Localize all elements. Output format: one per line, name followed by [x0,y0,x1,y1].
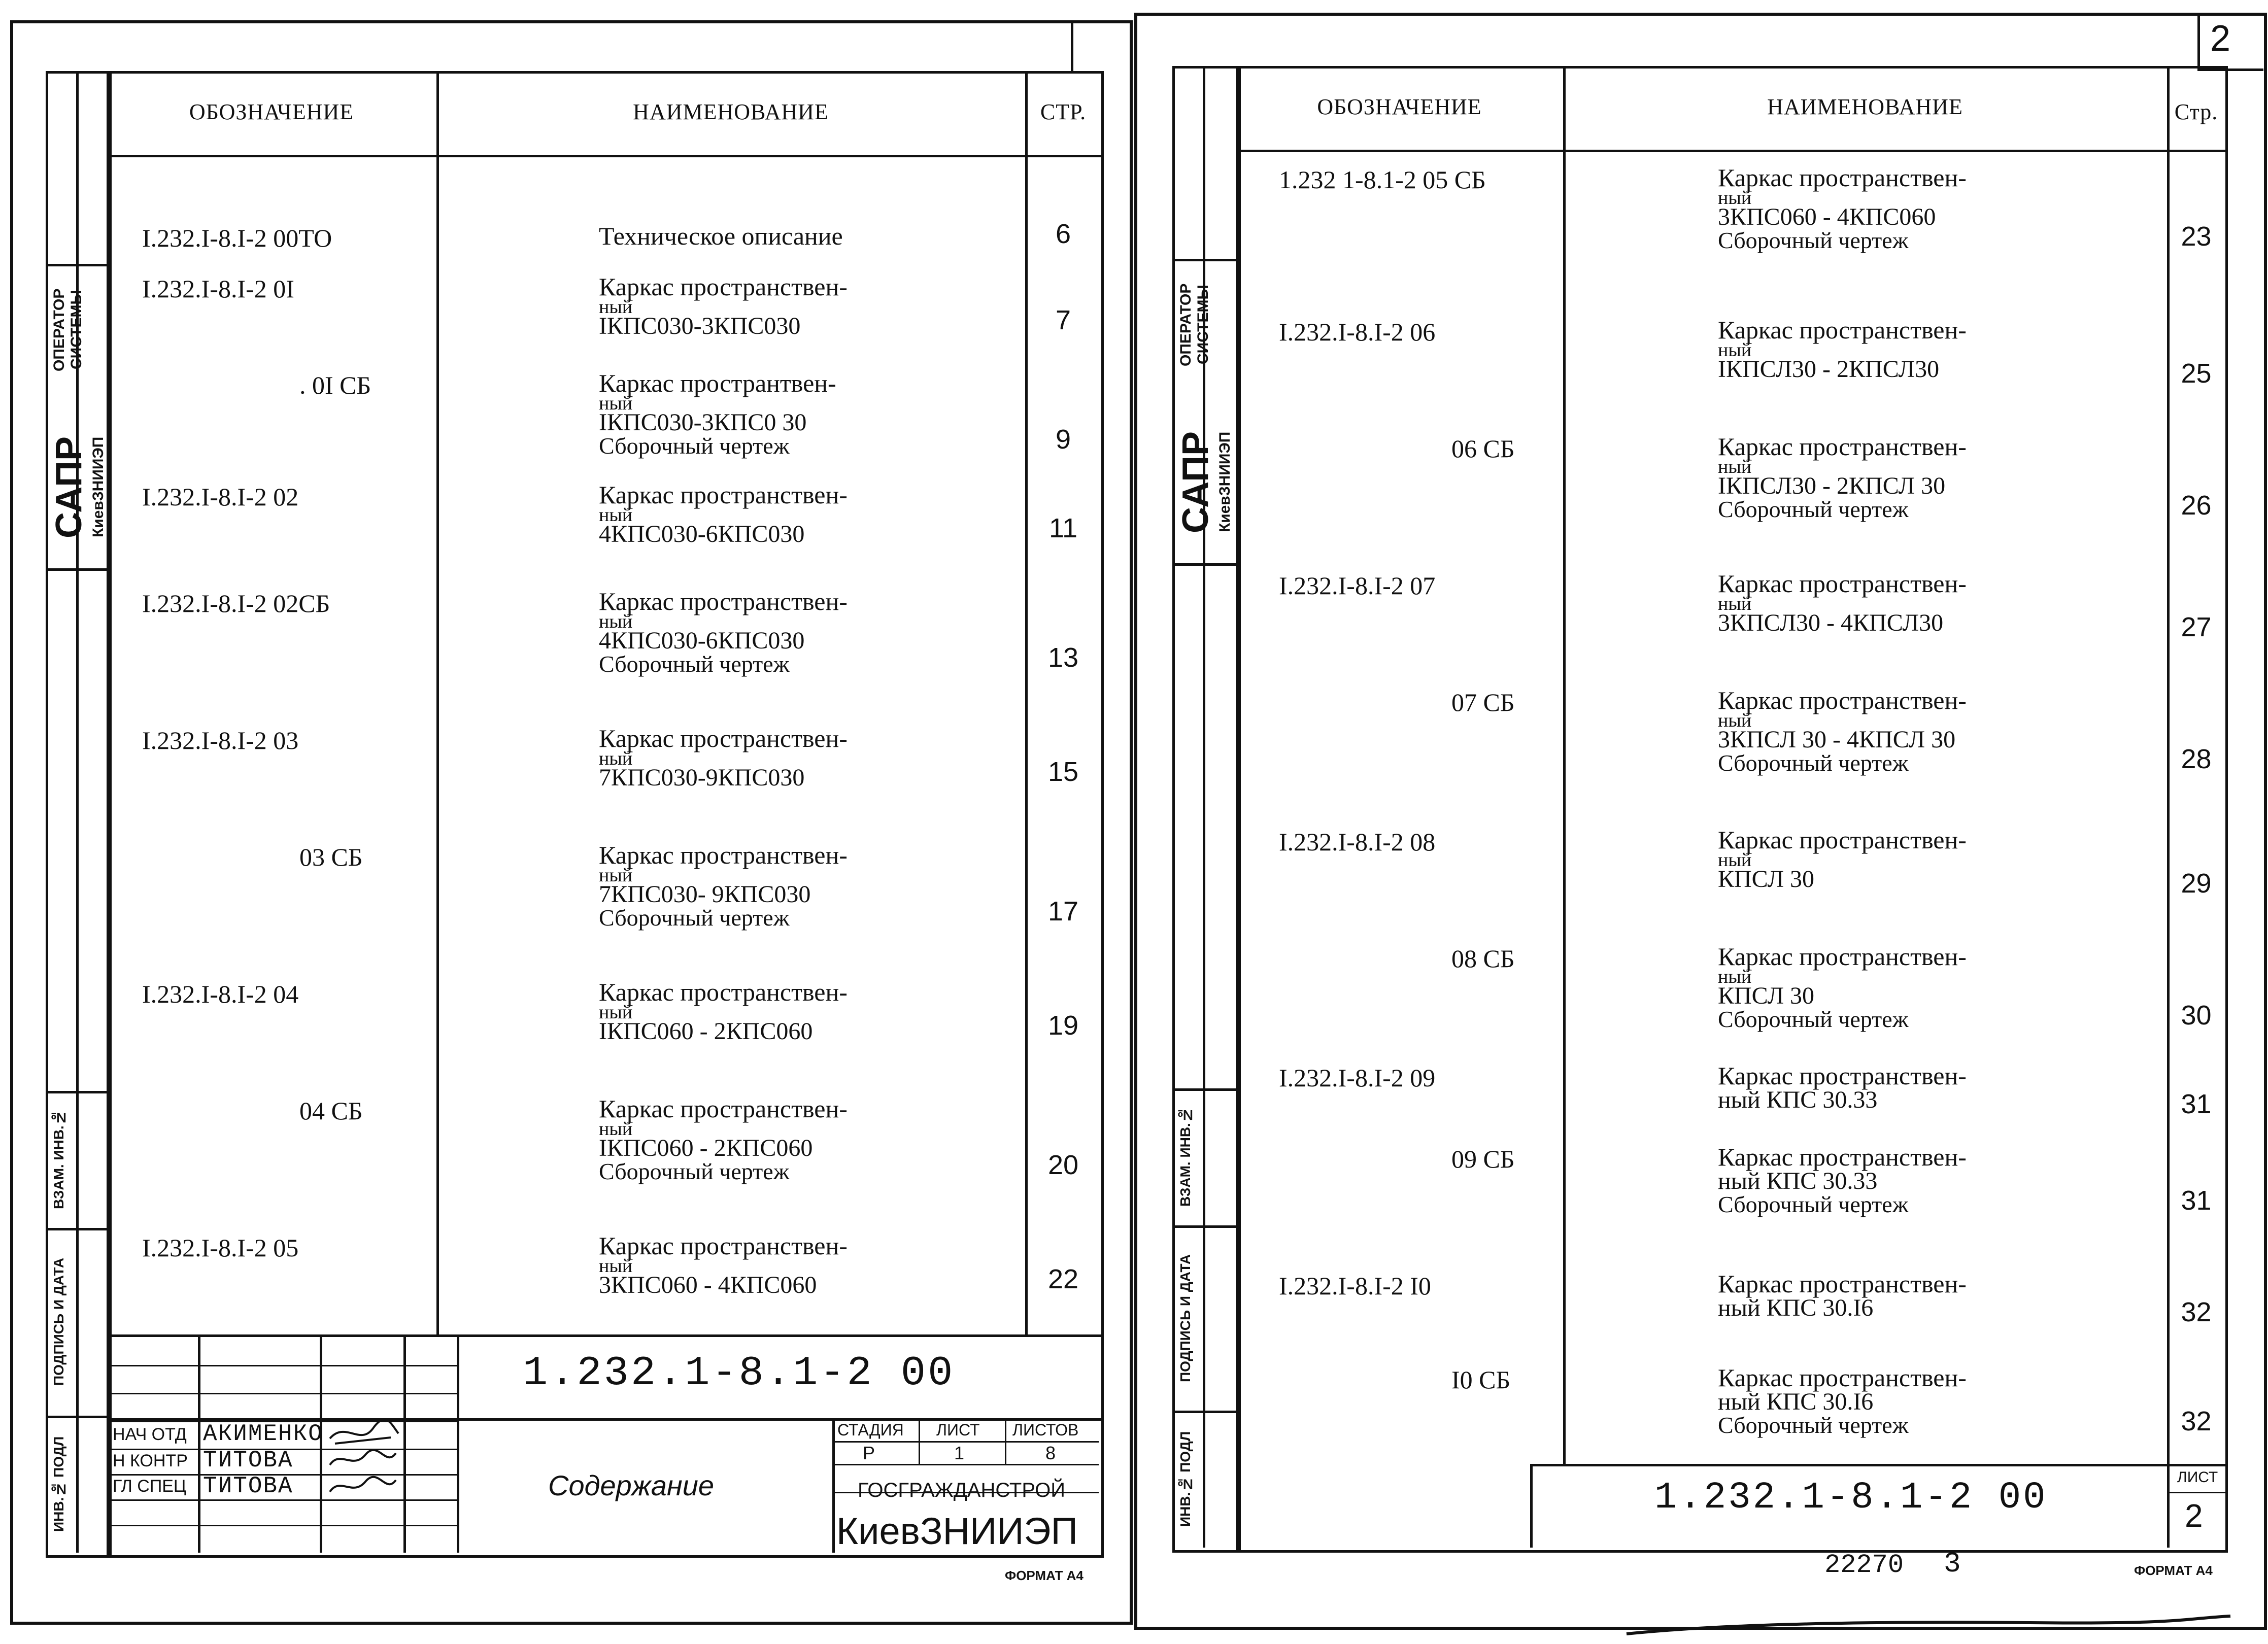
tb-role-2: ГЛ СПЕЦ [113,1477,187,1496]
right-sheet-value: 2 [2185,1497,2203,1534]
item-name-line: КПСЛ 30 [1718,982,1815,1009]
item-name-line: Каркас пространствен- [1718,163,1967,192]
designation-code: I.232.I-8.I-2 08 [1279,828,1436,856]
tb-name-0: АКИМЕНКО [203,1421,323,1447]
signature-titova-2 [325,1474,401,1499]
item-name-line: ный [1718,187,1752,209]
item-name-line: ный [599,865,633,886]
tb-role-0: НАЧ ОТД [113,1425,187,1444]
designation-code: I.232.I-8.I-2 00ТО [142,224,332,252]
item-name-line: Каркас пространствен- [1718,1270,1967,1298]
item-name [599,1096,1015,1183]
page-number: 23 [2181,221,2212,252]
right-side-label-original: ИНВ.№ ПОДЛ [1177,1431,1193,1527]
item-name-line: КПСЛ 30 [1718,866,1815,893]
tb-role-1: Н КОНТР [113,1451,188,1470]
designation-code: 08 СБ [1451,944,1515,973]
tb-stage-value: Р [863,1443,875,1463]
right-side-label-signature: ПОДПИСЬ И ДАТА [1177,1254,1193,1382]
item-name [1718,165,2154,252]
page-number: 30 [2181,1000,2212,1031]
designation-code: I.232.I-8.I-2 I0 [1279,1272,1431,1300]
item-name-line: IКПС060 - 2КПС060 [599,1135,813,1161]
bottom-edge-mark [1624,1614,2233,1639]
item-name-line: 4КПС030-6КПС030 [599,627,805,654]
item-name [599,979,1015,1043]
side-label-original: ИНВ.№ ПОДЛ [51,1436,66,1532]
designation-code: I.232.I-8.I-2 05 [142,1234,299,1262]
tb-name-2: ТИТОВА [203,1473,293,1499]
item-name-line: Каркас пространтвен- [599,369,836,397]
item-name-line: Каркас пространствен- [599,587,848,615]
item-name [1718,1144,2154,1216]
item-name-line: IКПС060 - 2КПС060 [599,1018,813,1045]
right-corner-page: 2 [2210,18,2231,59]
item-name-line: 3КПСЛ 30 - 4КПСЛ 30 [1718,726,1956,753]
page-number: 32 [2181,1297,2212,1327]
item-name [1718,1271,2154,1320]
page-number: 32 [2181,1406,2212,1436]
page-number: 29 [2181,868,2212,899]
item-name [1718,434,2154,521]
item-name-line: 7КПС030- 9КПС030 [599,881,811,908]
left-format-label: ФОРМАТ А4 [1005,1568,1084,1583]
right-sapr-logo [1175,406,1231,558]
item-name-line: Каркас пространствен- [1718,1061,1967,1090]
sapr-text: САПР [49,436,89,538]
item-name-line: Сборочный чертеж [599,905,790,931]
designation-code: 04 СБ [299,1097,363,1125]
page-number: 15 [1047,757,1079,787]
item-name-line: ный [599,504,633,526]
designation-code: I.232.I-8.I-2 03 [142,726,299,755]
archive-sub: 3 [1944,1548,1961,1580]
item-name-line: Сборочный чертеж [599,651,790,677]
item-name-line: ный [1718,710,1752,731]
right-format-label: ФОРМАТ А4 [2134,1563,2213,1578]
right-operator-line2: СИСТЕМЫ [1195,285,1211,365]
page-number: 6 [1055,219,1071,249]
left-header-page: СТР. [1040,99,1087,124]
page-number: 27 [2181,612,2212,642]
item-name-line: Каркас пространствен- [599,481,848,509]
item-name-line: IКПСЛ30 - 2КПСЛ 30 [1718,472,1946,499]
page-number: 28 [2181,744,2212,774]
item-name-line: ный КПС 30.I6 [1718,1294,1874,1321]
left-header-designation: ОБОЗНАЧЕНИЕ [189,99,354,124]
item-name-line: 3КПС060 - 4КПС060 [599,1272,817,1298]
item-name-line: Каркас пространствен- [1718,1363,1967,1392]
tb-org-line2: КиевЗНИИЭП [836,1510,1078,1552]
designation-code: I.232.I-8.I-2 09 [1279,1064,1436,1092]
item-name-line: Каркас пространствен- [599,841,848,869]
right-sheet-label: ЛИСТ [2177,1469,2218,1486]
item-name-line: ный КПС 30.33 [1718,1086,1878,1113]
page-number: 13 [1047,642,1079,673]
operator-line2: СИСТЕМЫ [68,290,85,370]
designation-code: 1.232 1-8.1-2 05 СБ [1279,165,1486,194]
item-name-line: Сборочный чертеж [1718,1191,1909,1217]
item-name-line: Каркас пространствен- [599,1094,848,1123]
left-doc-code: 1.232.1-8.1-2 00 [523,1350,955,1397]
item-name [599,482,1015,546]
item-name-line: Сборочный чертеж [1718,1412,1909,1438]
item-name-line: Каркас пространствен- [1718,432,1967,461]
page-number: 7 [1055,305,1071,335]
item-name-line: IКПСЛ30 - 2КПСЛ30 [1718,356,1940,383]
designation-code: . 0I СБ [299,371,371,399]
item-name [599,842,1015,930]
page-number: 31 [2181,1089,2212,1119]
right-institute-short-text: КиевЗНИИЭП [1216,431,1233,533]
page-number: 22 [1047,1264,1079,1294]
item-name [1718,571,2154,635]
item-name-line: Сборочный чертеж [1718,227,1909,253]
item-name-line: 3КПС060 - 4КПС060 [1718,203,1936,230]
item-name-line: ный КПС 30.I6 [1718,1388,1874,1415]
item-name-line: Каркас пространствен- [599,272,848,301]
item-name [599,726,1015,790]
item-name-line: ный [599,1118,633,1140]
item-name-line: Каркас пространствен- [1718,686,1967,714]
item-name-line: Каркас пространствен- [599,724,848,752]
item-name [599,370,1015,458]
item-name [599,1233,1015,1297]
right-header-page: Стр. [2174,99,2218,124]
tb-sheets-value: 8 [1045,1443,1056,1463]
institute-short-text: КиевЗНИИЭП [90,436,107,538]
right-side-label-replace: ВЗАМ. ИНВ.№ [1177,1107,1193,1207]
designation-code: I.232.I-8.I-2 04 [142,980,299,1008]
operator-label [51,264,101,396]
item-name-line: IКПС030-3КПС0 30 [599,409,807,436]
item-name-line: ный [599,748,633,769]
item-name-line: ный [1718,593,1752,614]
signature-titova-1 [325,1447,401,1472]
item-name-line: ный [599,296,633,318]
right-doc-code: 1.232.1-8.1-2 00 [1654,1477,2048,1519]
side-label-replace: ВЗАМ. ИНВ.№ [51,1110,66,1209]
page-number: 26 [2181,490,2212,521]
right-operator-label [1177,259,1228,391]
page-number: 11 [1048,513,1078,543]
item-name [1718,317,2154,381]
item-name-line: IКПС030-3КПС030 [599,313,801,339]
designation-code: 06 СБ [1451,434,1515,463]
item-name-line: ный [599,393,633,414]
item-name-line: 7КПС030-9КПС030 [599,764,805,791]
right-header-name: НАИМЕНОВАНИЕ [1767,94,1963,119]
tb-org-line1: ГОСГРАЖДАНСТРОЙ [858,1479,1066,1501]
item-name [1718,944,2154,1031]
item-name-line: Сборочный чертеж [599,433,790,459]
item-name-line: Сборочный чертеж [1718,496,1909,522]
right-operator-line1: ОПЕРАТОР [1177,283,1194,366]
item-name-line: Каркас пространствен- [599,978,848,1006]
sapr-logo [48,411,107,563]
item-name-line: Каркас пространствен- [1718,569,1967,598]
item-name-line: Каркас пространствен- [1718,826,1967,854]
tb-sheets-label: ЛИСТОВ [1012,1421,1079,1439]
operator-line1: ОПЕРАТОР [51,288,67,371]
page-number: 19 [1047,1010,1079,1041]
item-name [1718,1063,2154,1112]
page-number: 17 [1047,896,1079,927]
tb-sheet-label: ЛИСТ [936,1421,980,1439]
item-name-line: ный [1718,849,1752,871]
page-number: 31 [2181,1185,2212,1216]
archive-number: 22270 [1824,1550,1904,1580]
item-name-line: Техническое описание [599,222,843,250]
item-name-line: Сборочный чертеж [599,1158,790,1184]
page-number: 25 [2181,358,2212,389]
designation-code: I.232.I-8.I-2 02 [142,483,299,511]
designation-code: I.232.I-8.I-2 0I [142,275,294,303]
item-name [599,223,1015,249]
designation-code: 09 СБ [1451,1145,1515,1173]
item-name [1718,1365,2154,1437]
tb-stage-label: СТАДИЯ [837,1421,904,1439]
right-main-frame [1236,66,2228,1553]
page-number: 9 [1055,424,1071,455]
designation-code: I.232.I-8.I-2 06 [1279,318,1436,346]
item-name-line: 4КПС030-6КПС030 [599,521,805,547]
designation-code: I.232.I-8.I-2 02СБ [142,589,330,618]
item-name-line: Каркас пространствен- [599,1231,848,1260]
item-name-line: ный [599,611,633,632]
item-name-line: Сборочный чертеж [1718,1006,1909,1032]
item-name-line: ный [1718,966,1752,987]
designation-code: I.232.I-8.I-2 07 [1279,571,1436,600]
tb-sheet-value: 1 [954,1443,965,1463]
item-name-line: ный [1718,456,1752,477]
signature-akimenko [325,1418,401,1449]
item-name-line: Каркас пространствен- [1718,942,1967,971]
designation-code: 07 СБ [1451,688,1515,716]
tb-name-1: ТИТОВА [203,1447,293,1474]
item-name [1718,827,2154,891]
item-name-line: 3КПСЛ30 - 4КПСЛ30 [1718,609,1944,636]
item-name-line: Каркас пространствен- [1718,1143,1967,1171]
right-header-designation: ОБОЗНАЧЕНИЕ [1317,94,1482,119]
item-name [1718,688,2154,775]
left-doc-title: Содержание [548,1469,714,1501]
item-name-line: ный [599,1255,633,1277]
item-name-line: Сборочный чертеж [1718,750,1909,776]
right-sapr-text: САПР [1175,431,1216,533]
designation-code: 03 СБ [299,843,363,871]
page-number: 20 [1047,1150,1079,1180]
item-name-line: ный [1718,339,1752,361]
item-name [599,589,1015,676]
left-header-name: НАИМЕНОВАНИЕ [633,99,829,124]
side-label-signature: ПОДПИСЬ И ДАТА [51,1257,66,1386]
item-name-line: ный [599,1002,633,1023]
designation-code: I0 СБ [1451,1365,1511,1394]
item-name-line: ный КПС 30.33 [1718,1168,1878,1194]
item-name [599,274,1015,338]
item-name-line: Каркас пространствен- [1718,316,1967,344]
